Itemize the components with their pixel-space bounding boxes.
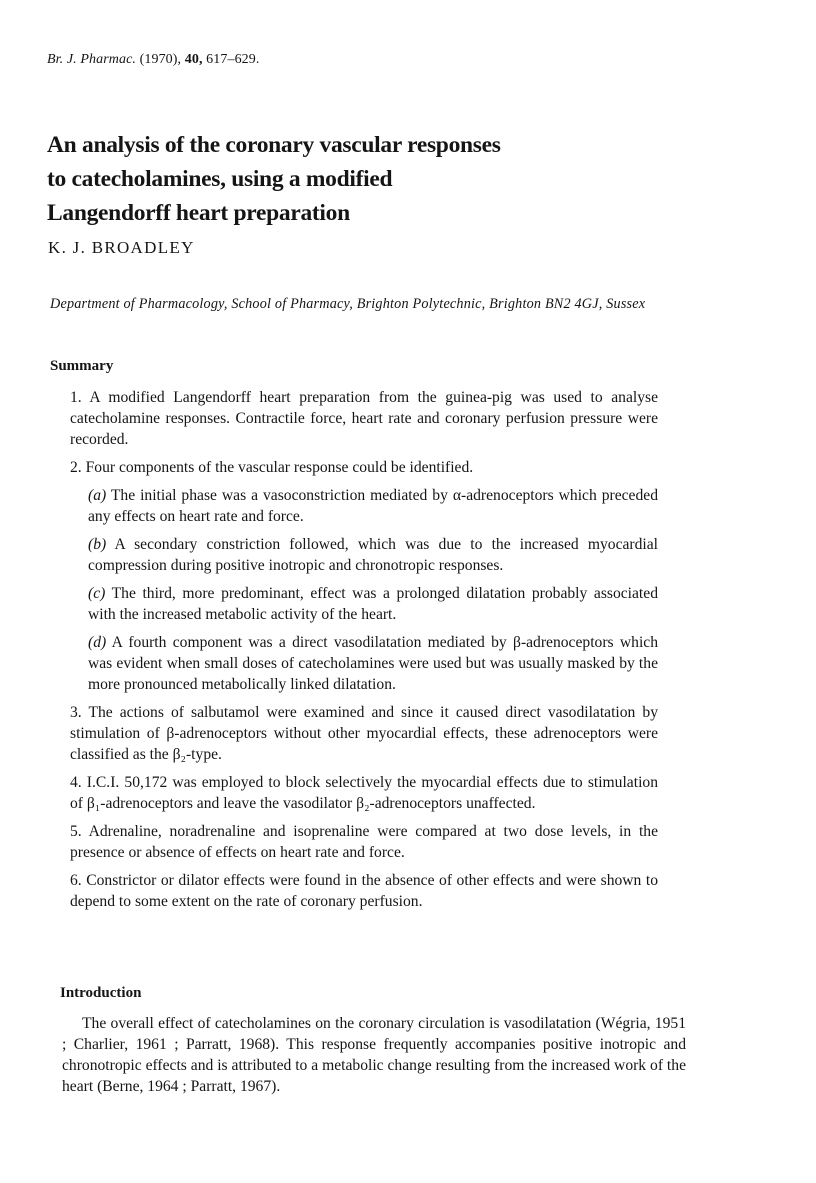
summary-item-3: 3. The actions of salbutamol were examined and since it caused direct vasodilatation by stimulation of β-adrenoceptors without other myocardial effects, these adrenoceptors were classified as the β₂-type.: [70, 704, 658, 763]
summary-item-6: 6. Constrictor or dilator effects were found in the absence of other effects and were shown to depend to some extent on the rate of coronary perfusion.: [70, 872, 658, 910]
sub-label-d: (d): [88, 634, 107, 651]
introduction-paragraph: The overall effect of catecholamines on the coronary circulation is vasodilatation (Wégria, 1951 ; Charlier, 1961 ; Parratt, 1968). This response frequently accompanies positive inotropic and chronotropic effects and is attributed to a metabolic change resulting from the increased work of the heart (Berne, 1964 ; Parratt, 1967).: [62, 1015, 686, 1095]
sub-label-b: (b): [88, 536, 107, 553]
introduction-heading: Introduction: [60, 985, 142, 1001]
title-line-3: Langendorff heart preparation: [47, 200, 350, 226]
journal-year: (1970),: [139, 52, 182, 67]
author-name: K. J. BROADLEY: [48, 238, 195, 257]
title-line-1: An analysis of the coronary vascular responses: [47, 132, 501, 158]
summary-item-2a: [88, 485, 658, 527]
summary-list: [70, 387, 658, 919]
sub-label-a: (a): [88, 487, 107, 504]
journal-name: Br. J. Pharmac.: [47, 52, 136, 67]
summary-heading: Summary: [50, 358, 114, 374]
summary-item-2c: [88, 583, 658, 625]
journal-pages: 617–629.: [206, 52, 260, 67]
sub-text-d: A fourth component was a direct vasodilatation mediated by β-adrenoceptors which was evident when small doses of catecholamines were used but was usually masked by the more pronounced metabolically linked dilatation.: [88, 634, 658, 693]
paper-title: [47, 128, 747, 230]
summary-item-2d: [88, 632, 658, 695]
summary-item-4: 4. I.C.I. 50,172 was employed to block selectively the myocardial effects due to stimulation of β₁-adrenoceptors and leave the vasodilator β₂-adrenoceptors unaffected.: [70, 774, 658, 812]
summary-item-1: 1. A modified Langendorff heart preparation from the guinea-pig was used to analyse catecholamine responses. Contractile force, heart rate and coronary perfusion pressure were recorded.: [70, 389, 658, 448]
title-line-2: to catecholamines, using a modified: [47, 166, 393, 192]
sub-text-b: A secondary constriction followed, which was due to the increased myocardial compression during positive inotropic and chronotropic responses.: [88, 536, 658, 574]
summary-item-5: 5. Adrenaline, noradrenaline and isoprenaline were compared at two dose levels, in the presence or absence of effects on heart rate and force.: [70, 823, 658, 861]
sub-text-c: The third, more predominant, effect was a prolonged dilatation probably associated with the increased metabolic activity of the heart.: [88, 585, 658, 623]
journal-citation: [47, 52, 259, 68]
summary-item-2b: [88, 534, 658, 576]
summary-item-2: 2. Four components of the vascular response could be identified.: [70, 459, 474, 476]
author-affiliation: Department of Pharmacology, School of Pharmacy, Brighton Polytechnic, Brighton BN2 4GJ, Sussex: [50, 296, 646, 312]
journal-volume: 40,: [184, 52, 203, 67]
sub-label-c: (c): [88, 585, 106, 602]
sub-text-a: The initial phase was a vasoconstriction mediated by α-adrenoceptors which preceded any effects on heart rate and force.: [88, 487, 658, 525]
